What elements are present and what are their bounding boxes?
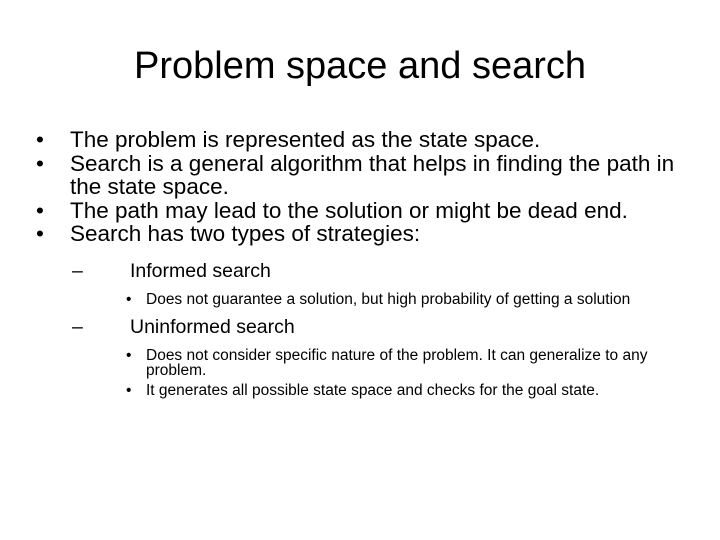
strategy-detail xyxy=(126,383,696,398)
strategy-detail-text: Does not consider specific nature of the problem. It can generalize to any problem. xyxy=(146,346,648,379)
strategy-name: Uninformed search xyxy=(130,315,295,338)
bullet-icon: • xyxy=(126,381,132,399)
bullet-text: Search is a general algorithm that helps in finding the path in the state space. xyxy=(70,150,675,199)
dash-icon: – xyxy=(72,315,83,338)
slide-title: Problem space and search xyxy=(133,45,587,87)
strategy-detail xyxy=(126,292,696,307)
strategy-detail-text: Does not guarantee a solution, but high probability of getting a solution xyxy=(146,290,631,308)
bullet-icon: • xyxy=(126,346,132,364)
strategy-detail xyxy=(126,348,696,378)
bullet-point xyxy=(36,199,696,223)
strategy-detail-text: It generates all possible state space and checks for the goal state. xyxy=(146,381,600,399)
bullet-icon: • xyxy=(36,221,44,246)
bullet-icon: • xyxy=(36,127,44,152)
bullet-point xyxy=(36,128,696,152)
bullet-icon: • xyxy=(126,290,132,308)
bullet-icon: • xyxy=(36,150,44,176)
bullet-point xyxy=(36,152,696,199)
bullet-text: The path may lead to the solution or might be dead end. xyxy=(70,197,628,223)
strategy-name: Informed search xyxy=(130,259,271,282)
bullet-text: The problem is represented as the state space. xyxy=(70,127,541,152)
bullet-point xyxy=(36,222,696,246)
bullet-icon: • xyxy=(36,197,44,223)
bullet-text: Search has two types of strategies: xyxy=(70,221,421,246)
strategy-item-informed xyxy=(72,260,696,282)
slide-content xyxy=(36,128,696,398)
dash-icon: – xyxy=(72,259,83,282)
strategy-item-uninformed xyxy=(72,316,696,338)
